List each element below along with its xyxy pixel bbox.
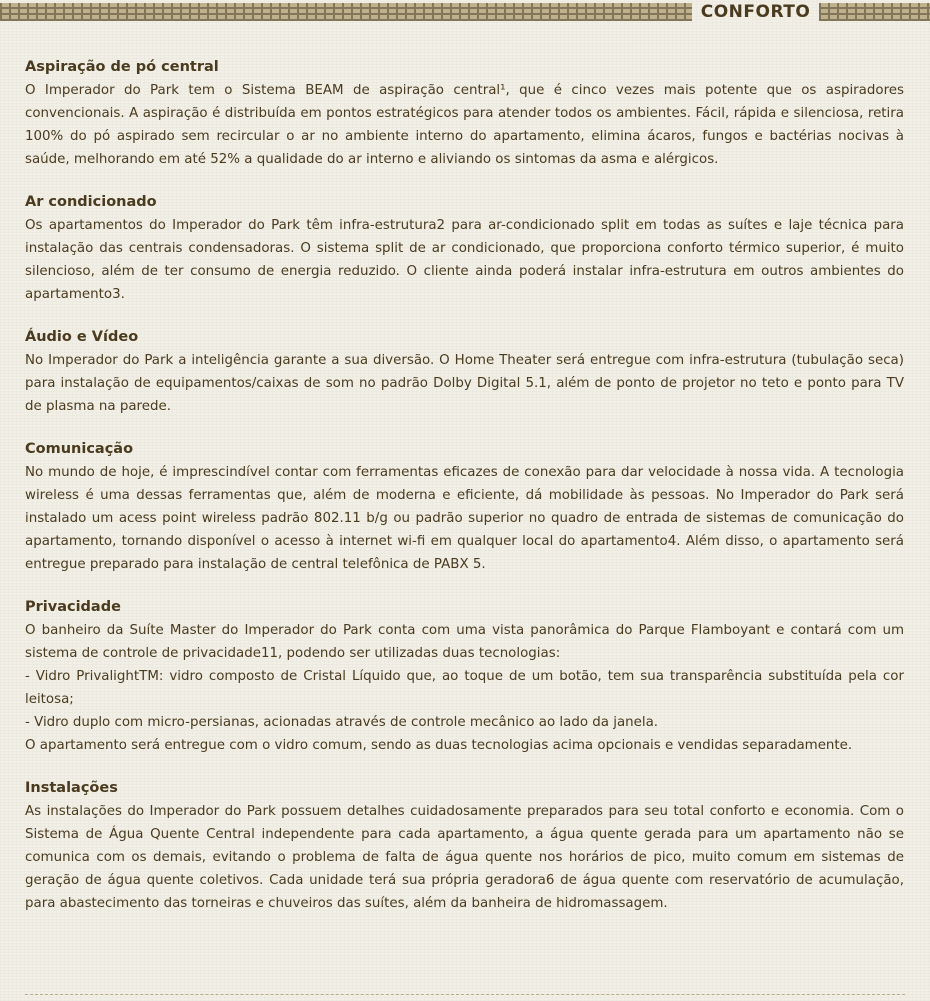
- paragraph: O Imperador do Park tem o Sistema BEAM de aspiração central¹, que é cinco vezes mais potente que os aspiradores convencionais. A aspiração é distribuída em pontos estratégicos para atender todos os ambientes. Fácil, rápida e silenciosa, retira 100% do pó aspirado sem recircular o ar no ambiente interno do apartamento, elimina ácaros, fungos e bactérias nocivas à saúde, melhorando em até 52% a qualidade do ar interno e aliviando os sintomas da asma e alérgicos.: [25, 83, 904, 167]
- section-title: Áudio e Vídeo: [25, 329, 139, 345]
- section-comunicacao: [25, 440, 904, 576]
- paragraph: - Vidro duplo com micro-persianas, acionadas através de controle mecânico ao lado da janela.: [25, 715, 659, 730]
- bottom-divider: [25, 994, 905, 995]
- section-audio-video: [25, 328, 904, 418]
- paragraph: No mundo de hoje, é imprescindível contar com ferramentas eficazes de conexão para dar velocidade à nossa vida. A tecnologia wireless é uma dessas ferramentas que, além de moderna e eficiente, dá mobilidade às pessoas. No Imperador do Park será instalado um acess point wireless padrão 802.11 b/g ou padrão superior no quadro de entrada de sistemas de comunicação do apartamento, tornando disponível o acesso à internet wi-fi em qualquer local do apartamento4. Além disso, o apartamento será entregue preparado para instalação de central telefônica de PABX 5.: [25, 465, 904, 572]
- paragraph: - Vidro PrivalightTM: vidro composto de Cristal Líquido que, ao toque de um botão, tem sua transparência substituída pela cor leitosa;: [25, 669, 904, 707]
- greek-key-border-left: [0, 3, 692, 21]
- paragraph: O banheiro da Suíte Master do Imperador do Park conta com uma vista panorâmica do Parque Flamboyant e contará com um sistema de controle de privacidade11, podendo ser utilizadas duas tecnologias:: [25, 623, 904, 661]
- section-title: Privacidade: [25, 599, 121, 615]
- document-body: [25, 58, 904, 937]
- header-band: [0, 0, 930, 24]
- paragraph: Os apartamentos do Imperador do Park têm infra-estrutura2 para ar-condicionado split em todas as suítes e laje técnica para instalação das centrais condensadoras. O sistema split de ar condicionado, que proporciona conforto térmico superior, é muito silencioso, além de ter consumo de energia reduzido. O cliente ainda poderá instalar infra-estrutura em outros ambientes do apartamento3.: [25, 218, 904, 302]
- section-instalacoes: [25, 779, 904, 915]
- section-title: Ar condicionado: [25, 194, 157, 210]
- paragraph: As instalações do Imperador do Park possuem detalhes cuidadosamente preparados para seu total conforto e economia. Com o Sistema de Água Quente Central independente para cada apartamento, a água quente gerada para um apartamento não se comunica com os demais, evitando o problema de falta de água quente nos horários de pico, muito comum em sistemas de geração de água quente coletivos. Cada unidade terá sua própria geradora6 de água quente com reservatório de acumulação, para abastecimento das torneiras e chuveiros das suítes, além da banheira de hidromassagem.: [25, 804, 904, 911]
- section-ar-condicionado: [25, 193, 904, 306]
- section-label: CONFORTO: [700, 2, 811, 22]
- section-title: Comunicação: [25, 441, 134, 457]
- section-privacidade: [25, 598, 904, 757]
- section-aspiracao: [25, 58, 904, 171]
- section-title: Aspiração de pó central: [25, 59, 219, 75]
- paragraph: No Imperador do Park a inteligência garante a sua diversão. O Home Theater será entregue com infra-estrutura (tubulação seca) para instalação de equipamentos/caixas de som no padrão Dolby Digital 5.1, além de ponto de projetor no teto e ponto para TV de plasma na parede.: [25, 353, 904, 414]
- section-title: Instalações: [25, 780, 118, 796]
- greek-key-border-right: [819, 3, 930, 21]
- paragraph: O apartamento será entregue com o vidro comum, sendo as duas tecnologias acima opcionais e vendidas separadamente.: [25, 738, 853, 753]
